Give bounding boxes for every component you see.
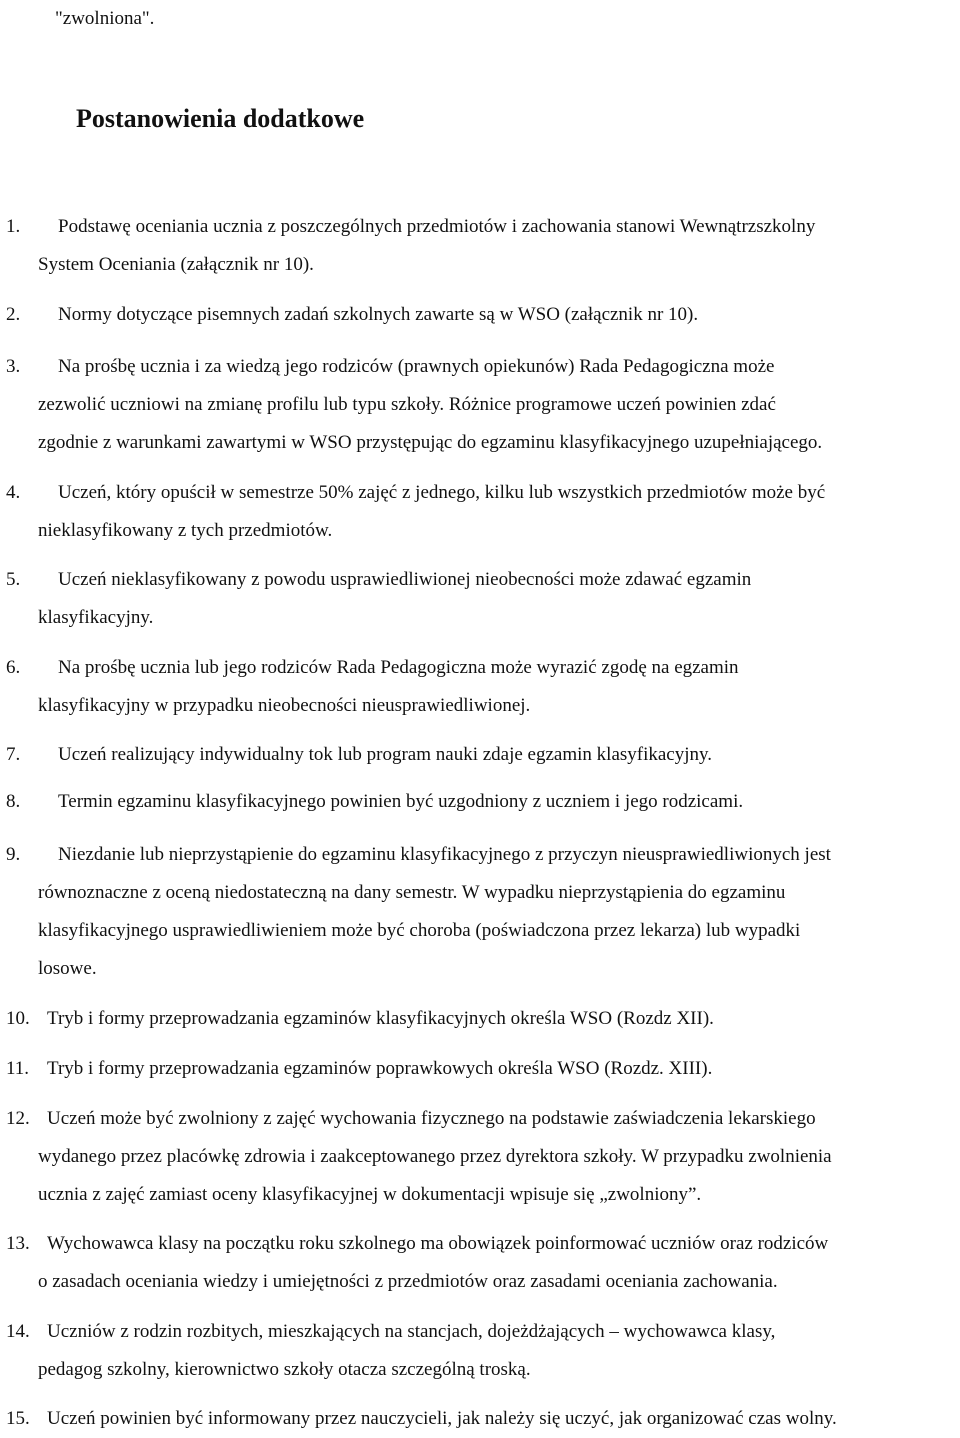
list-item-text: System Oceniania (załącznik nr 10). [38, 254, 314, 275]
list-item-text: klasyfikacyjny. [38, 607, 154, 628]
list-item-text: Niezdanie lub nieprzystąpienie do egzaminu klasyfikacyjnego z przyczyn nieusprawiedliwionych jest [58, 844, 831, 865]
list-item-text: klasyfikacyjnego usprawiedliwieniem może być choroba (poświadczona przez lekarza) lub wypadki [38, 920, 801, 941]
list-item-text: zezwolić uczniowi na zmianę profilu lub typu szkoły. Różnice programowe uczeń powinien zdać [38, 394, 776, 415]
list-item-text: Tryb i formy przeprowadzania egzaminów klasyfikacyjnych określa WSO (Rozdz XII). [47, 1008, 714, 1029]
list-item-number: 7. [6, 744, 21, 765]
list-item-text: Uczeń, który opuścił w semestrze 50% zajęć z jednego, kilku lub wszystkich przedmiotów może być [58, 482, 826, 503]
section-heading: Postanowienia dodatkowe [76, 104, 365, 133]
list-item-number: 11. [6, 1058, 30, 1079]
list-item-number: 9. [6, 844, 21, 865]
list-item-text: Normy dotyczące pisemnych zadań szkolnych zawarte są w WSO (załącznik nr 10). [58, 304, 699, 325]
list-item-number: 2. [6, 304, 21, 325]
list-item-number: 5. [6, 569, 21, 590]
list-item-number: 10. [6, 1008, 30, 1029]
list-item-text: Tryb i formy przeprowadzania egzaminów poprawkowych określa WSO (Rozdz. XIII). [47, 1058, 713, 1079]
list-item-number: 12. [6, 1108, 30, 1129]
list-item-number: 3. [6, 356, 21, 377]
list-item-text: Uczeń nieklasyfikowany z powodu usprawiedliwionej nieobecności może zdawać egzamin [58, 569, 752, 590]
list-item-text: Termin egzaminu klasyfikacyjnego powinien być uzgodniony z uczniem i jego rodzicami. [58, 791, 744, 812]
list-item-text: o zasadach oceniania wiedzy i umiejętności z przedmiotów oraz zasadami oceniania zachowania. [38, 1271, 778, 1292]
list-item-text: klasyfikacyjny w przypadku nieobecności nieusprawiedliwionej. [38, 695, 531, 716]
list-item-number: 1. [6, 216, 21, 237]
list-item-text: równoznaczne z oceną niedostateczną na dany semestr. W wypadku nieprzystąpienia do egzaminu [38, 882, 786, 903]
list-item-number: 15. [6, 1408, 30, 1429]
list-item-text: ucznia z zajęć zamiast oceny klasyfikacyjnej w dokumentacji wpisuje się „zwolniony”. [38, 1184, 702, 1205]
list-item-text: Na prośbę ucznia i za wiedzą jego rodziców (prawnych opiekunów) Rada Pedagogiczna może [58, 356, 775, 377]
list-item-text: wydanego przez placówkę zdrowia i zaakceptowanego przez dyrektora szkoły. W przypadku zwolnienia [38, 1146, 832, 1167]
list-item-number: 8. [6, 791, 21, 812]
list-item-text: Podstawę oceniania ucznia z poszczególnych przedmiotów i zachowania stanowi Wewnątrzszkolny [58, 216, 816, 237]
list-item-number: 4. [6, 482, 21, 503]
list-item-number: 14. [6, 1321, 30, 1342]
list-item-text: nieklasyfikowany z tych przedmiotów. [38, 520, 333, 541]
list-item-number: 13. [6, 1233, 30, 1254]
list-item-text: Uczeń może być zwolniony z zajęć wychowania fizycznego na podstawie zaświadczenia lekarskiego [47, 1108, 816, 1129]
list-item-text: pedagog szkolny, kierownictwo szkoły otacza szczególną troską. [38, 1359, 531, 1380]
list-item-text: Na prośbę ucznia lub jego rodziców Rada Pedagogiczna może wyrazić zgodę na egzamin [58, 657, 739, 678]
list-item-text: zgodnie z warunkami zawartymi w WSO przystępując do egzaminu klasyfikacyjnego uzupełniającego. [38, 432, 823, 453]
list-item-text: Wychowawca klasy na początku roku szkolnego ma obowiązek poinformować uczniów oraz rodziców [47, 1233, 829, 1254]
list-item-text: losowe. [38, 958, 97, 979]
list-item-text: Uczniów z rodzin rozbitych, mieszkających na stancjach, dojeżdżających – wychowawca klasy, [47, 1321, 776, 1342]
previous-page-fragment: "zwolniona". [55, 8, 155, 29]
list-item-text: Uczeń powinien być informowany przez nauczycieli, jak należy się uczyć, jak organizować czas wolny. [47, 1408, 837, 1429]
list-item-number: 6. [6, 657, 21, 678]
list-item-text: Uczeń realizujący indywidualny tok lub program nauki zdaje egzamin klasyfikacyjny. [58, 744, 713, 765]
